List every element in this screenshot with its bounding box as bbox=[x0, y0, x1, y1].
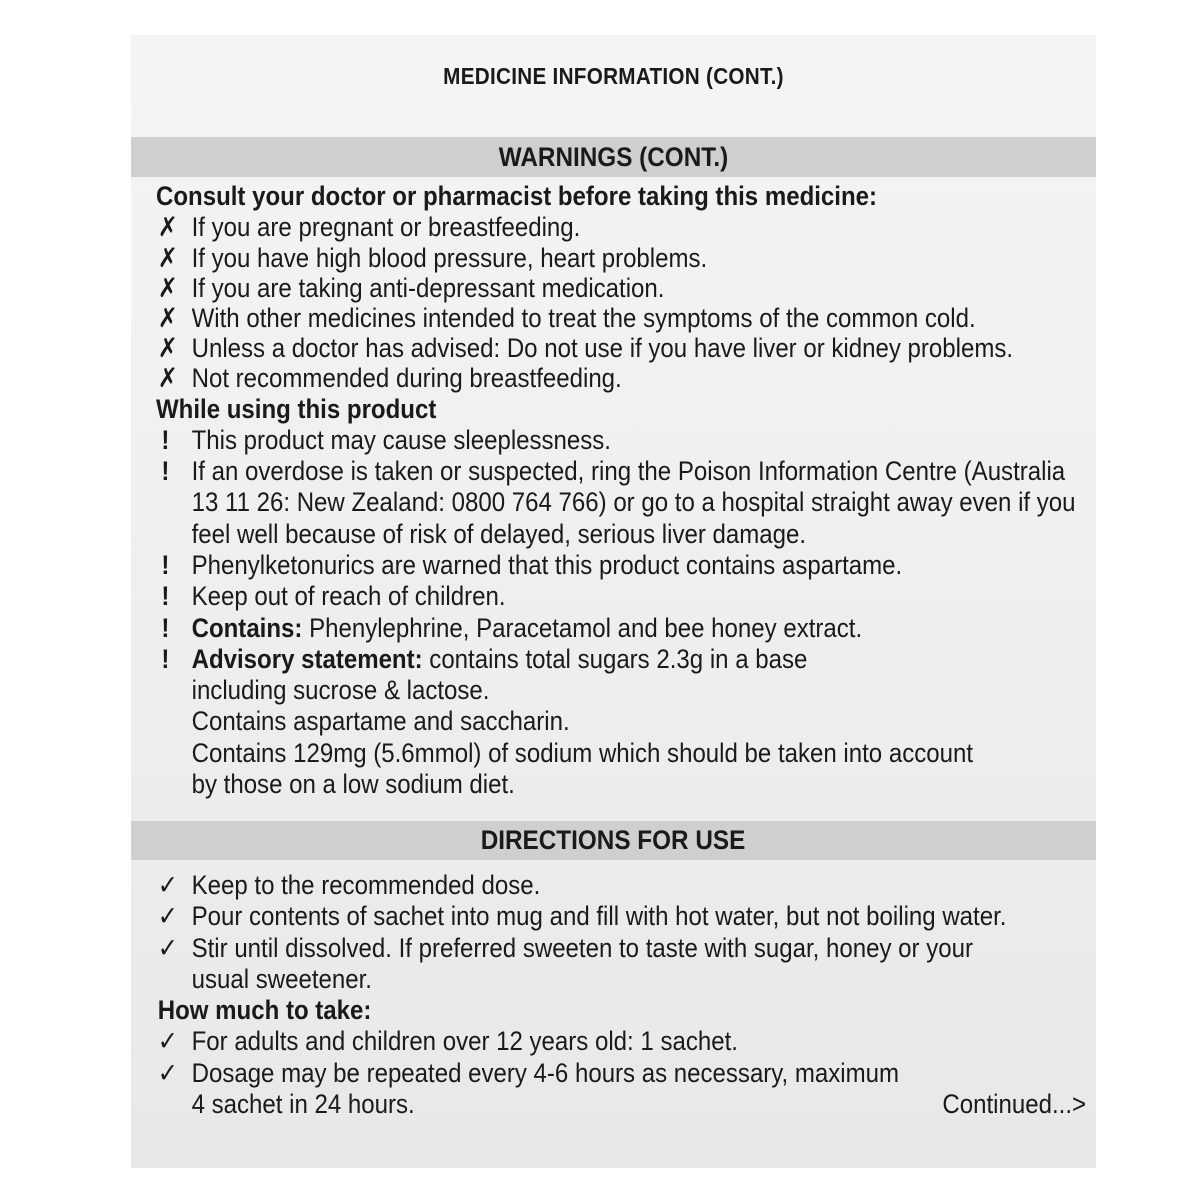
list-item bbox=[156, 273, 1086, 303]
cross-mark-icon: ✗ bbox=[157, 363, 178, 394]
advisory-text: contains total sugars 2.3g in a base including sucrose & lactose. bbox=[191, 643, 808, 706]
list-item bbox=[156, 933, 1086, 996]
cross-mark-icon: ✗ bbox=[157, 272, 178, 303]
consult-item: Not recommended during breastfeeding. bbox=[191, 363, 622, 394]
check-mark-icon: ✓ bbox=[157, 1026, 178, 1057]
check-mark-icon: ✓ bbox=[157, 932, 178, 963]
directions-section-header bbox=[131, 821, 1096, 860]
direction-item: Keep to the recommended dose. bbox=[191, 870, 541, 900]
cross-mark-icon: ✗ bbox=[157, 302, 178, 333]
direction-item: Pour contents of sachet into mug and fill with hot water, but not boiling water. bbox=[191, 901, 1007, 932]
cross-mark-icon: ✗ bbox=[157, 212, 178, 243]
list-item bbox=[156, 901, 1086, 932]
warnings-heading: WARNINGS (CONT.) bbox=[498, 142, 729, 172]
using-item: Keep out of reach of children. bbox=[191, 581, 506, 612]
direction-item: Stir until dissolved. If preferred sweeten to taste with sugar, honey or your usual sweetener. bbox=[191, 932, 973, 994]
list-item bbox=[156, 613, 1086, 644]
dose-item-line: Dosage may be repeated every 4-6 hours as necessary, maximum bbox=[191, 1057, 900, 1088]
advisory-line: Contains 129mg (5.6mmol) of sodium which should be taken into account by those on a low sodium diet. bbox=[191, 737, 974, 800]
list-item bbox=[156, 550, 1086, 581]
warnings-section bbox=[156, 181, 1086, 800]
using-item: Phenylketonurics are warned that this product contains aspartame. bbox=[191, 550, 903, 580]
list-item bbox=[156, 303, 1086, 333]
list-item bbox=[156, 243, 1086, 273]
page-title: MEDICINE INFORMATION (CONT.) bbox=[443, 63, 784, 89]
exclamation-icon: ! bbox=[161, 424, 170, 455]
advisory-item bbox=[192, 644, 1086, 800]
list-item bbox=[156, 581, 1086, 612]
list-item bbox=[156, 363, 1086, 393]
continued-note: Continued...> bbox=[942, 1089, 1087, 1120]
using-item: This product may cause sleeplessness. bbox=[191, 424, 611, 455]
consult-item: Unless a doctor has advised: Do not use if you have liver or kidney problems. bbox=[191, 333, 1014, 364]
how-much-heading: How much to take: bbox=[157, 995, 372, 1026]
consult-item: If you are taking anti-depressant medication. bbox=[191, 272, 665, 303]
using-item: If an overdose is taken or suspected, ring the Poison Information Centre (Australia 13 11 26: New Zealand: 0800 764 766) or go to a hospital straight away even if you feel well because of risk of delayed, serious liver damage. bbox=[191, 456, 1076, 549]
dose-item bbox=[192, 1058, 1086, 1121]
consult-item: If you have high blood pressure, heart problems. bbox=[191, 242, 708, 273]
contains-item bbox=[192, 613, 1086, 644]
consult-heading: Consult your doctor or pharmacist before taking this medicine: bbox=[156, 181, 878, 211]
exclamation-icon: ! bbox=[161, 643, 170, 674]
list-item bbox=[156, 456, 1086, 550]
cross-mark-icon: ✗ bbox=[157, 242, 178, 273]
warnings-section-header bbox=[131, 137, 1096, 177]
exclamation-icon: ! bbox=[161, 550, 170, 580]
cross-mark-icon: ✗ bbox=[157, 333, 178, 364]
directions-section bbox=[156, 870, 1086, 1120]
exclamation-icon: ! bbox=[161, 581, 170, 612]
consult-item: If you are pregnant or breastfeeding. bbox=[191, 212, 581, 243]
dose-last-line-row bbox=[192, 1089, 1086, 1120]
list-item bbox=[156, 1026, 1086, 1057]
list-item bbox=[156, 425, 1086, 456]
list-item bbox=[156, 333, 1086, 363]
exclamation-icon: ! bbox=[161, 456, 170, 487]
advisory-label: Advisory statement: bbox=[191, 643, 423, 674]
contains-text: Phenylephrine, Paracetamol and bee honey extract. bbox=[302, 612, 863, 643]
using-heading: While using this product bbox=[156, 393, 437, 424]
dose-item: For adults and children over 12 years old: 1 sachet. bbox=[191, 1026, 738, 1057]
check-mark-icon: ✓ bbox=[157, 870, 178, 900]
exclamation-icon: ! bbox=[161, 612, 170, 643]
directions-heading: DIRECTIONS FOR USE bbox=[481, 825, 746, 855]
list-item bbox=[156, 1058, 1086, 1121]
list-item bbox=[156, 870, 1086, 901]
consult-item: With other medicines intended to treat the symptoms of the common cold. bbox=[191, 302, 976, 333]
check-mark-icon: ✓ bbox=[157, 1057, 178, 1088]
list-item bbox=[156, 644, 1086, 800]
contains-label: Contains: bbox=[191, 612, 303, 643]
medicine-information-panel bbox=[131, 35, 1096, 1168]
list-item bbox=[156, 212, 1086, 242]
advisory-line: Contains aspartame and saccharin. bbox=[191, 706, 570, 737]
check-mark-icon: ✓ bbox=[157, 901, 178, 932]
dose-item-line: 4 sachet in 24 hours. bbox=[191, 1089, 415, 1120]
